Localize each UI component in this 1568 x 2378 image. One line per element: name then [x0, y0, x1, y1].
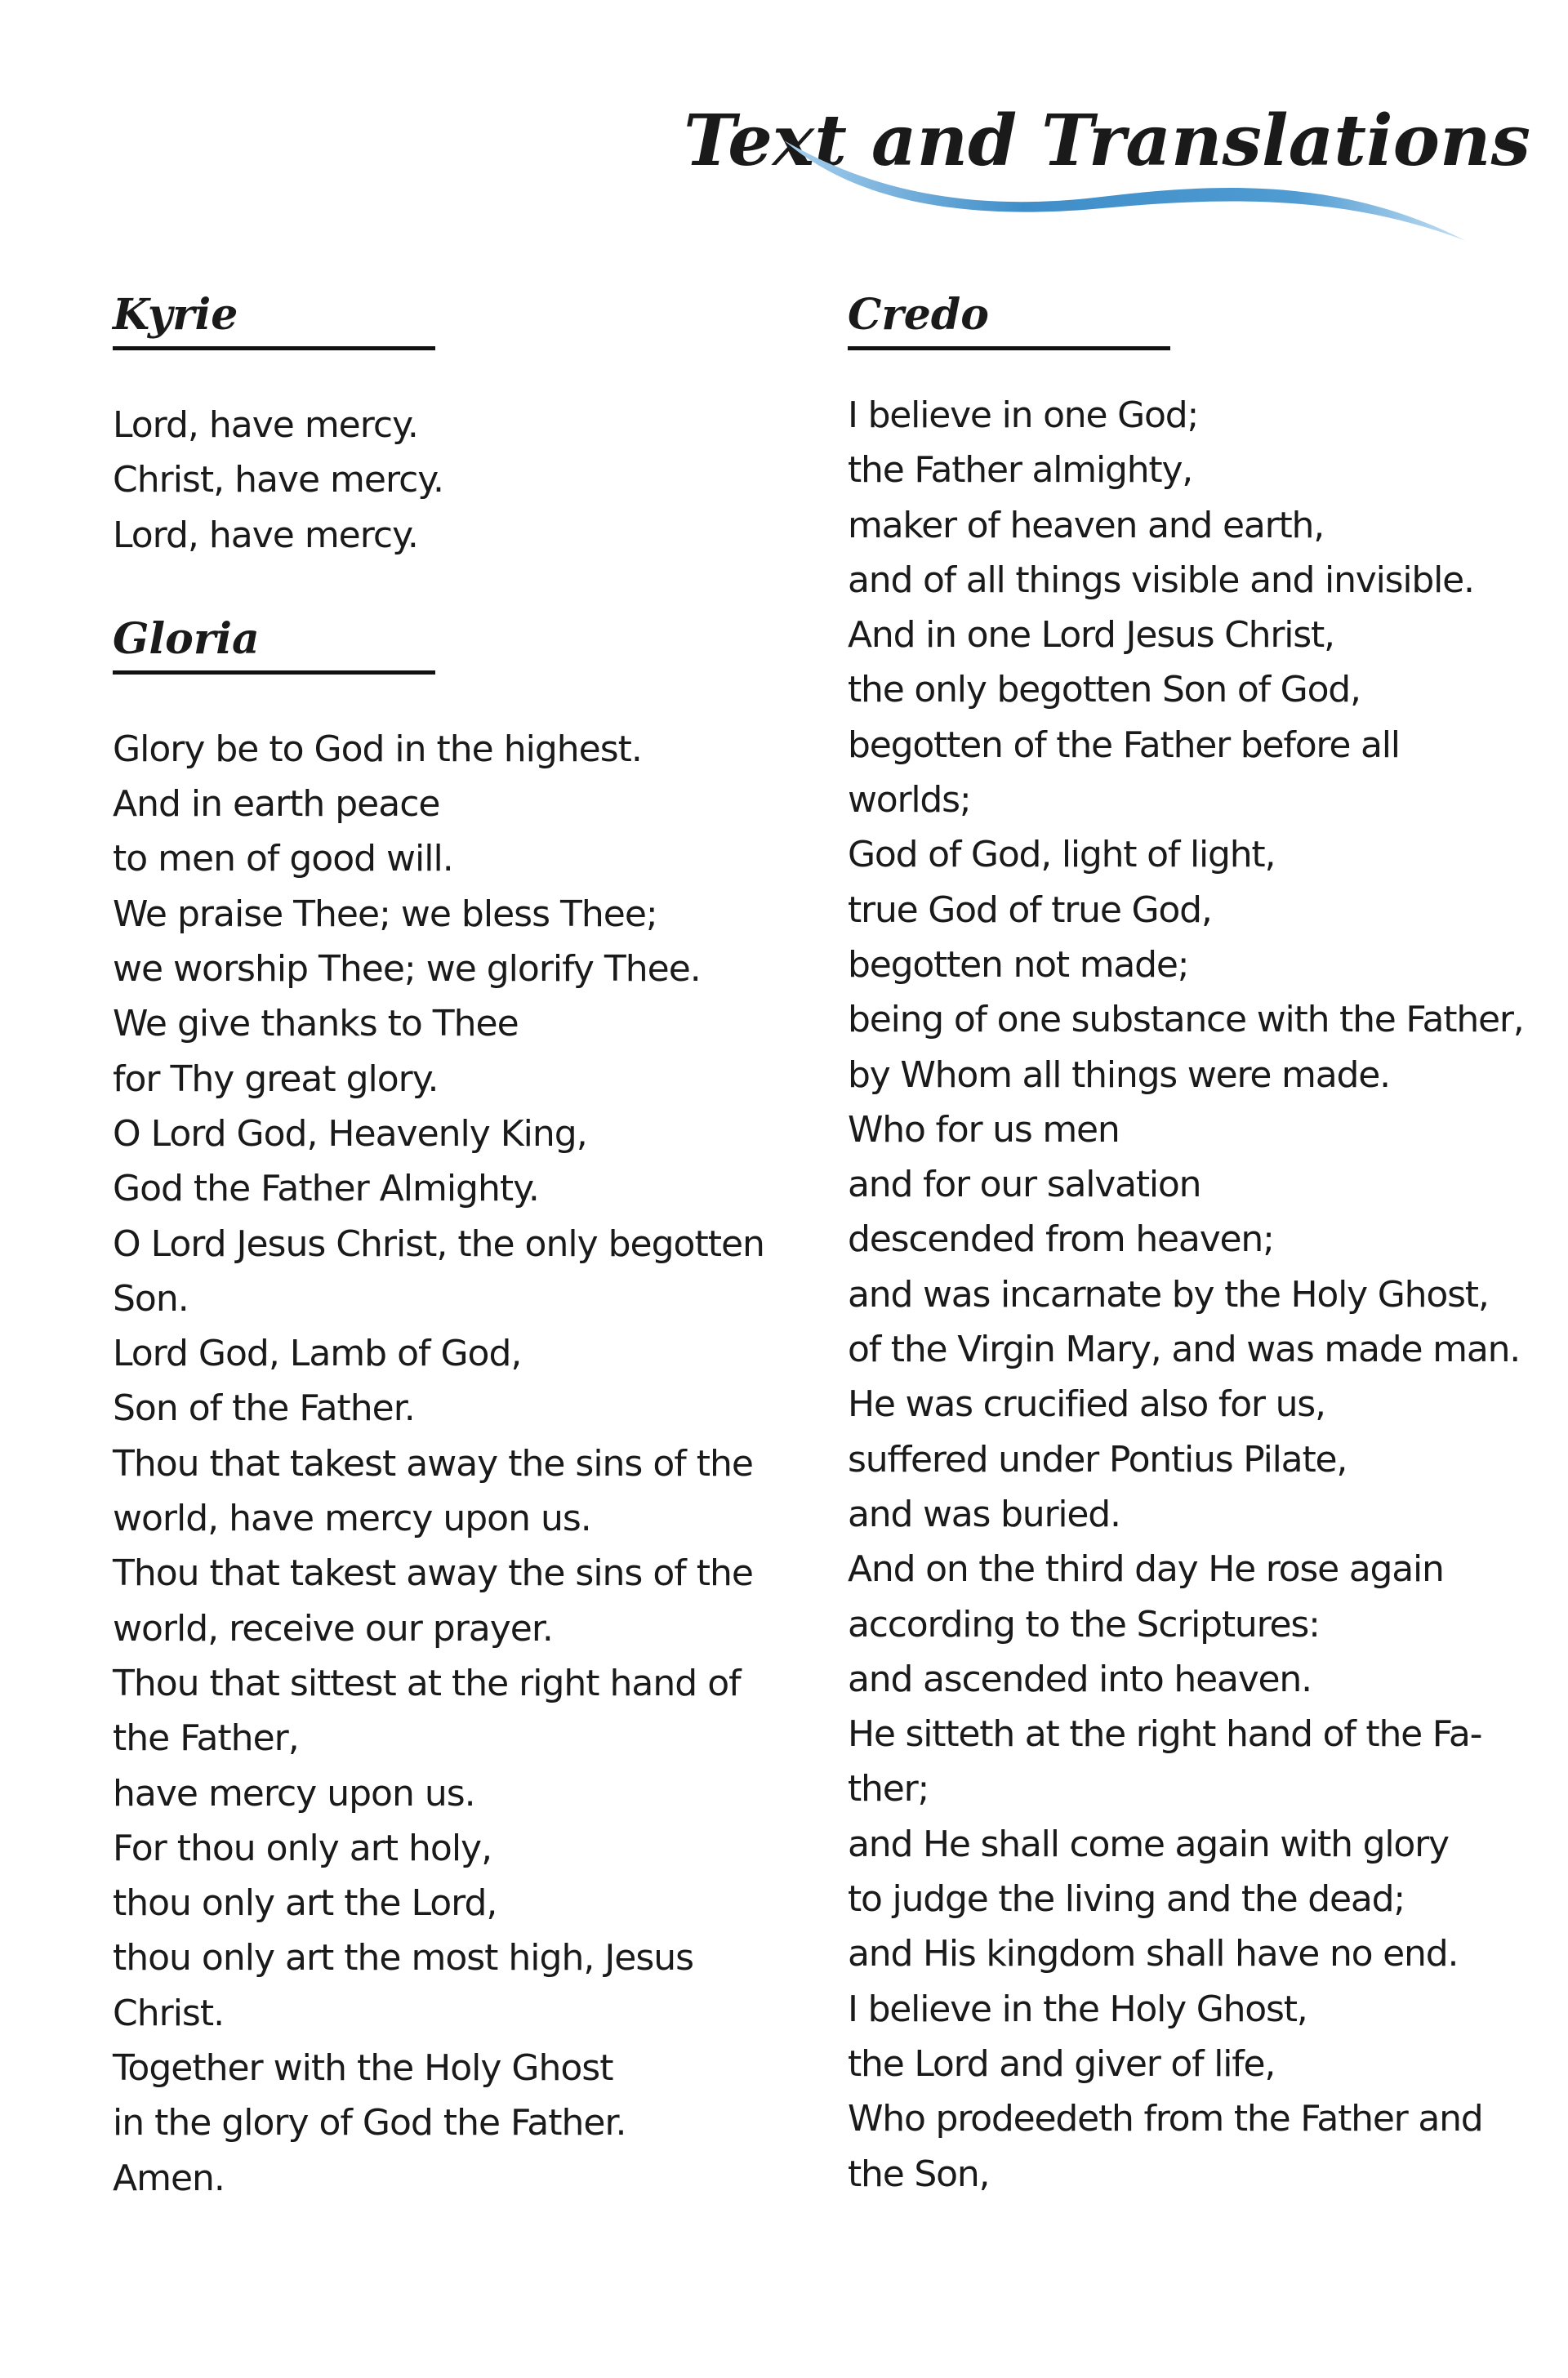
page-title: Text and Translations: [684, 99, 1530, 182]
credo-text: [848, 388, 1542, 2202]
text-line: the Father,: [113, 1717, 299, 1760]
text-line: And in earth peace: [113, 783, 440, 826]
text-line: ther;: [848, 1768, 929, 1810]
text-line: to men of good will.: [113, 838, 453, 880]
text-line: Son of the Father.: [113, 1387, 415, 1430]
gloria-text: [113, 722, 799, 2206]
gloria-section: [113, 610, 799, 2206]
credo-section: [848, 286, 1542, 2202]
kyrie-section: [113, 286, 799, 563]
right-column: [848, 286, 1542, 2249]
text-line: world, receive our prayer.: [113, 1607, 553, 1650]
text-line: Christ, have mercy.: [113, 459, 444, 501]
text-line: according to the Scriptures:: [848, 1603, 1320, 1645]
kyrie-text: [113, 398, 799, 563]
text-line: Lord God, Lamb of God,: [113, 1333, 522, 1375]
text-line: begotten not made;: [848, 943, 1189, 986]
text-line: He sitteth at the right hand of the Fa-: [848, 1713, 1482, 1756]
text-line: and He shall come again with glory: [848, 1823, 1449, 1865]
text-line: God the Father Almighty.: [113, 1168, 539, 1210]
text-line: Thou that takest away the sins of the: [113, 1442, 753, 1485]
text-line: thou only art the most high, Jesus: [113, 1937, 694, 1979]
text-line: the only begotten Son of God,: [848, 669, 1361, 711]
text-line: worlds;: [848, 779, 971, 822]
heading-rule: [113, 346, 435, 350]
text-line: Thou that sittest at the right hand of: [113, 1662, 741, 1704]
text-line: and ascended into heaven.: [848, 1658, 1312, 1700]
text-line: begotten of the Father before all: [848, 724, 1400, 766]
text-line: to judge the living and the dead;: [848, 1878, 1405, 1921]
text-line: We give thanks to Thee: [113, 1003, 519, 1045]
text-line: thou only art the Lord,: [113, 1882, 497, 1925]
text-line: by Whom all things were made.: [848, 1053, 1390, 1096]
text-line: And on the third day He rose again: [848, 1548, 1444, 1591]
text-line: in the glory of God the Father.: [113, 2102, 626, 2144]
text-line: true God of true God,: [848, 888, 1212, 931]
text-line: I believe in one God;: [848, 394, 1199, 436]
text-line: the Lord and giver of life,: [848, 2042, 1276, 2085]
text-line: maker of heaven and earth,: [848, 504, 1324, 546]
text-line: the Father almighty,: [848, 449, 1193, 492]
text-line: O Lord God, Heavenly King,: [113, 1112, 587, 1155]
text-line: Who prodeedeth from the Father and: [848, 2098, 1483, 2140]
text-line: and was buried.: [848, 1493, 1120, 1535]
text-line: and for our salvation: [848, 1164, 1201, 1206]
text-line: Glory be to God in the highest.: [113, 728, 642, 770]
text-line: and His kingdom shall have no end.: [848, 1933, 1459, 1975]
text-line: Thou that takest away the sins of the: [113, 1552, 753, 1595]
text-line: the Son,: [848, 2153, 990, 2195]
text-line: and of all things visible and invisible.: [848, 559, 1474, 601]
text-line: Lord, have mercy.: [113, 404, 418, 446]
text-line: have mercy upon us.: [113, 1772, 475, 1815]
section-heading-credo: Credo: [848, 290, 989, 340]
text-line: Christ.: [113, 1992, 225, 2034]
text-line: and was incarnate by the Holy Ghost,: [848, 1273, 1489, 1316]
text-line: Lord, have mercy.: [113, 514, 418, 556]
text-line: descended from heaven;: [848, 1218, 1274, 1261]
text-line: suffered under Pontius Pilate,: [848, 1438, 1348, 1481]
text-line: For thou only art holy,: [113, 1827, 492, 1869]
section-heading-kyrie: Kyrie: [113, 290, 238, 340]
heading-rule: [113, 670, 435, 675]
text-line: O Lord Jesus Christ, the only begotten: [113, 1222, 764, 1265]
text-line: Who for us men: [848, 1108, 1120, 1151]
text-line: He was crucified also for us,: [848, 1383, 1325, 1426]
decorative-swoosh: [776, 131, 1494, 261]
text-line: Together with the Holy Ghost: [113, 2047, 613, 2090]
section-heading-gloria: Gloria: [113, 613, 260, 664]
text-line: of the Virgin Mary, and was made man.: [848, 1329, 1521, 1371]
left-column: [113, 286, 799, 2253]
text-line: being of one substance with the Father,: [848, 999, 1524, 1041]
text-line: Amen.: [113, 2157, 225, 2199]
text-line: We praise Thee; we bless Thee;: [113, 893, 657, 935]
text-line: world, have mercy upon us.: [113, 1498, 591, 1540]
heading-rule: [848, 346, 1170, 350]
text-line: I believe in the Holy Ghost,: [848, 1988, 1307, 2030]
text-line: And in one Lord Jesus Christ,: [848, 614, 1334, 657]
text-line: Son.: [113, 1277, 189, 1320]
text-line: God of God, light of light,: [848, 834, 1276, 876]
text-line: we worship Thee; we glorify Thee.: [113, 948, 701, 991]
text-line: for Thy great glory.: [113, 1058, 439, 1100]
